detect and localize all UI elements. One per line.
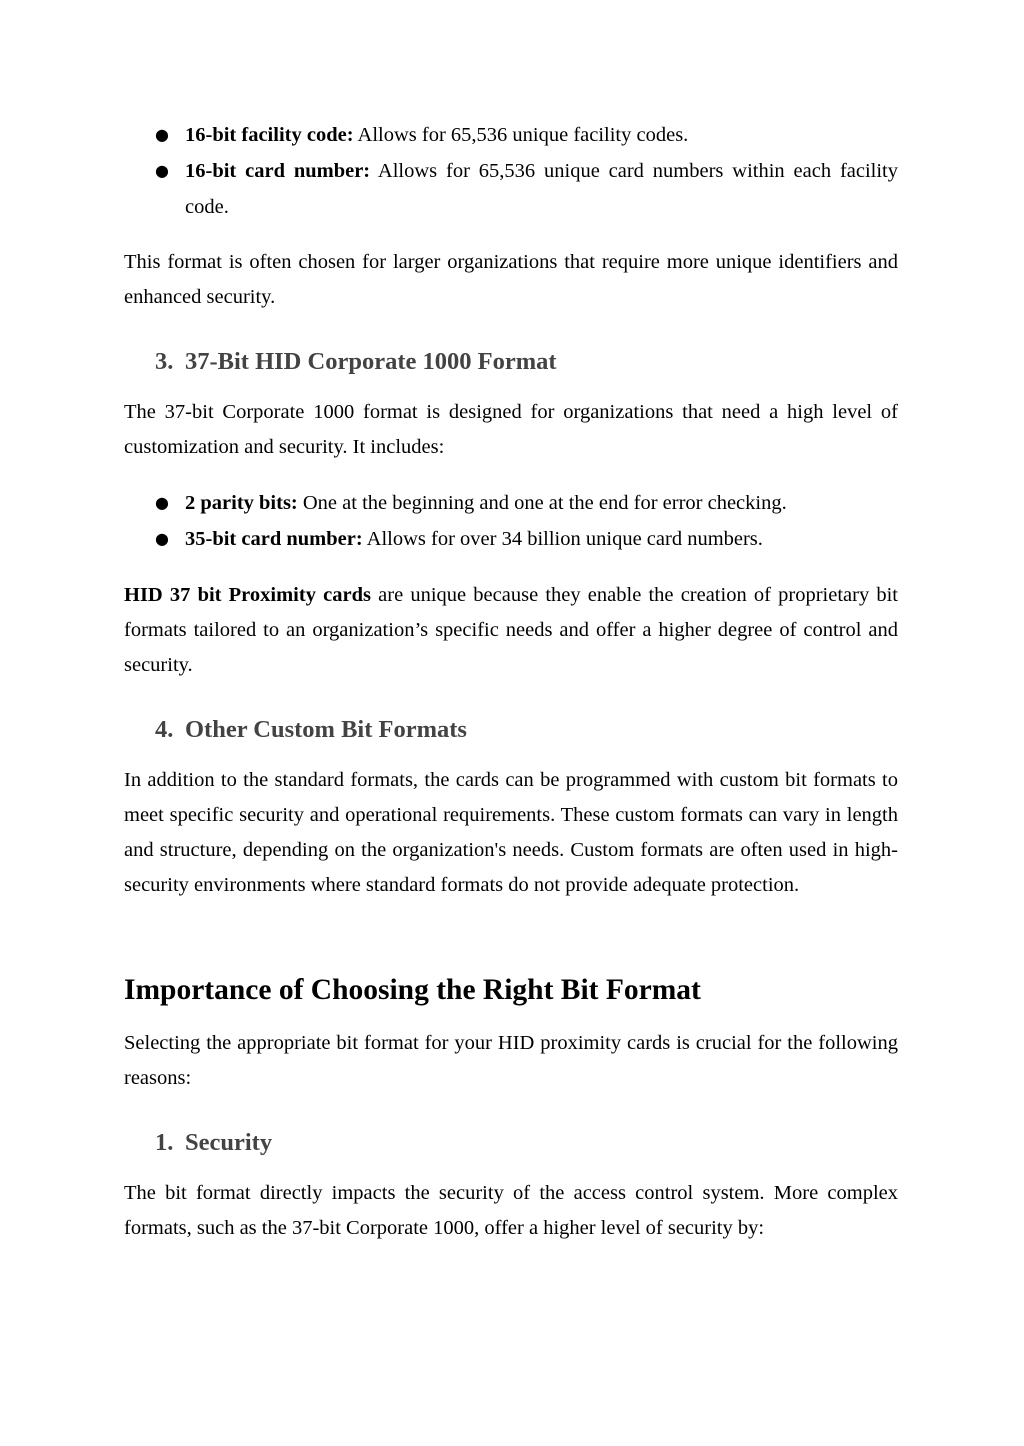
heading-title: 37-Bit HID Corporate 1000 Format <box>185 348 557 375</box>
paragraph-hid37 <box>124 578 898 683</box>
paragraph-rest: are unique because they enable the creation of proprietary bit formats tailored to an organization’s specific needs and offer a higher degree of control and security. <box>124 584 899 676</box>
heading-number: 4. <box>155 716 174 743</box>
bullet-icon: ● <box>155 529 169 548</box>
heading-number: 3. <box>155 348 174 375</box>
heading-custom-formats <box>155 714 467 746</box>
paragraph-37bit <box>124 395 898 465</box>
37bit-bullet-list <box>124 485 898 557</box>
paragraph-text: In addition to the standard formats, the cards can be programmed with custom bit formats to meet specific security and operational requirements. These custom formats can vary in length and structure, depending on the organization's needs. Custom formats are often used in high-security environments where standard formats do not provide adequate protection. <box>124 769 898 896</box>
paragraph-larger-orgs <box>124 245 898 315</box>
list-item-term: 16-bit card number: <box>185 160 371 182</box>
heading-37bit-format <box>155 346 557 378</box>
heading-security <box>155 1127 272 1159</box>
list-item-term: 16-bit facility code: <box>185 124 354 146</box>
paragraph-importance <box>124 1026 898 1096</box>
heading-title: Other Custom Bit Formats <box>185 716 467 743</box>
paragraph-security <box>124 1176 898 1246</box>
paragraph-bold-lead: HID 37 bit Proximity cards <box>124 584 371 606</box>
list-item-term: 35-bit card number: <box>185 528 363 550</box>
paragraph-text: The 37-bit Corporate 1000 format is designed for organizations that need a high level of customization and security. It includes: <box>124 401 898 458</box>
list-item-text: One at the beginning and one at the end for error checking. <box>302 492 787 514</box>
heading-number: 1. <box>155 1129 174 1156</box>
list-item <box>124 117 898 153</box>
list-item <box>124 485 898 521</box>
bullet-icon: ● <box>155 125 169 144</box>
list-item-text: Allows for over 34 billion unique card numbers. <box>366 528 763 550</box>
list-item-term: 2 parity bits: <box>185 492 298 514</box>
list-item-text: Allows for 65,536 unique facility codes. <box>357 124 689 146</box>
bullet-icon: ● <box>155 161 169 180</box>
list-item <box>124 521 898 557</box>
paragraph-text: This format is often chosen for larger organizations that require more unique identifiers and enhanced security. <box>124 251 898 308</box>
heading-importance: Importance of Choosing the Right Bit Format <box>124 974 701 1006</box>
paragraph-custom <box>124 763 898 903</box>
paragraph-text: The bit format directly impacts the security of the access control system. More complex formats, such as the 37-bit Corporate 1000, offer a higher level of security by: <box>124 1182 898 1239</box>
facility-bullet-list <box>124 117 898 225</box>
heading-title: Security <box>185 1129 273 1156</box>
paragraph-text <box>124 578 898 683</box>
list-item-text: Allows for 65,536 unique card numbers within each facility code. <box>185 160 899 218</box>
bullet-icon: ● <box>155 493 169 512</box>
list-item <box>124 153 898 225</box>
paragraph-text: Selecting the appropriate bit format for your HID proximity cards is crucial for the following reasons: <box>124 1032 898 1089</box>
